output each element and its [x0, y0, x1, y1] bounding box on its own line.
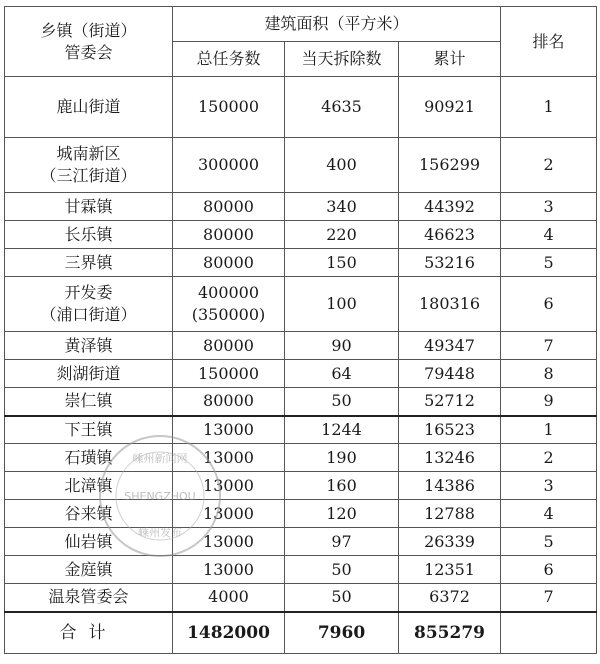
table-row — [5, 138, 597, 193]
cell-town: 下王镇 — [5, 416, 173, 444]
cell-cumulative: 14386 — [399, 472, 501, 500]
table-row — [5, 472, 597, 500]
cell-total-task: 150000 — [173, 77, 285, 138]
cell-today: 400 — [285, 138, 399, 193]
cell-cumulative: 53216 — [399, 249, 501, 277]
cell-rank: 9 — [501, 388, 597, 416]
total-label: 合计 — [5, 612, 173, 654]
cell-rank: 7 — [501, 584, 597, 612]
table-row — [5, 556, 597, 584]
cell-cumulative: 52712 — [399, 388, 501, 416]
cell-town: 城南新区 （三江街道） — [5, 138, 173, 193]
total-today: 7960 — [285, 612, 399, 654]
header-town: 乡镇（街道） 管委会 — [5, 7, 173, 77]
cell-cumulative: 13246 — [399, 444, 501, 472]
cell-town: 北漳镇 — [5, 472, 173, 500]
cell-total-task: 80000 — [173, 332, 285, 360]
seal-text-top: 嵊州新闻网 — [132, 452, 188, 465]
cell-rank: 3 — [501, 472, 597, 500]
cell-today: 160 — [285, 472, 399, 500]
cell-total-task: 13000 — [173, 500, 285, 528]
cell-rank: 7 — [501, 332, 597, 360]
cell-rank: 4 — [501, 500, 597, 528]
cell-total-task: 80000 — [173, 221, 285, 249]
cell-cumulative: 49347 — [399, 332, 501, 360]
cell-today: 97 — [285, 528, 399, 556]
total-cumulative: 855279 — [399, 612, 501, 654]
cell-cumulative: 6372 — [399, 584, 501, 612]
cell-today: 4635 — [285, 77, 399, 138]
table-row — [5, 332, 597, 360]
cell-today: 50 — [285, 556, 399, 584]
total-task: 1482000 — [173, 612, 285, 654]
cell-rank: 2 — [501, 444, 597, 472]
demolition-progress-table — [4, 6, 597, 654]
cell-total-task: 13000 — [173, 416, 285, 444]
cell-total-task: 80000 — [173, 193, 285, 221]
cell-rank: 4 — [501, 221, 597, 249]
cell-today: 150 — [285, 249, 399, 277]
table-row — [5, 388, 597, 416]
header-cumulative: 累计 — [399, 42, 501, 77]
cell-today: 90 — [285, 332, 399, 360]
cell-total-task: 300000 — [173, 138, 285, 193]
header-total-task: 总任务数 — [173, 42, 285, 77]
cell-total-task: 80000 — [173, 388, 285, 416]
cell-town: 鹿山街道 — [5, 77, 173, 138]
table-row — [5, 193, 597, 221]
table-row — [5, 277, 597, 332]
cell-town: 石璜镇 — [5, 444, 173, 472]
cell-total-task: 13000 — [173, 444, 285, 472]
total-rank — [501, 612, 597, 654]
header-today: 当天拆除数 — [285, 42, 399, 77]
cell-cumulative: 79448 — [399, 360, 501, 388]
cell-town: 崇仁镇 — [5, 388, 173, 416]
seal-text-bottom: 嵊州发布 — [138, 526, 182, 539]
cell-town: 温泉管委会 — [5, 584, 173, 612]
cell-town: 三界镇 — [5, 249, 173, 277]
cell-town: 黄泽镇 — [5, 332, 173, 360]
cell-rank: 1 — [501, 77, 597, 138]
cell-rank: 5 — [501, 249, 597, 277]
cell-cumulative: 156299 — [399, 138, 501, 193]
cell-rank: 1 — [501, 416, 597, 444]
cell-today: 100 — [285, 277, 399, 332]
cell-rank: 3 — [501, 193, 597, 221]
cell-rank: 6 — [501, 277, 597, 332]
cell-today: 50 — [285, 388, 399, 416]
total-row — [5, 612, 597, 654]
cell-cumulative: 16523 — [399, 416, 501, 444]
cell-total-task: 13000 — [173, 556, 285, 584]
cell-cumulative: 12351 — [399, 556, 501, 584]
header-rank: 排名 — [501, 7, 597, 77]
cell-town: 谷来镇 — [5, 500, 173, 528]
cell-today: 50 — [285, 584, 399, 612]
cell-cumulative: 26339 — [399, 528, 501, 556]
table-row — [5, 360, 597, 388]
cell-today: 190 — [285, 444, 399, 472]
cell-cumulative: 90921 — [399, 77, 501, 138]
table-row — [5, 528, 597, 556]
cell-cumulative: 12788 — [399, 500, 501, 528]
header-row-1 — [5, 7, 597, 42]
cell-rank: 2 — [501, 138, 597, 193]
cell-town: 甘霖镇 — [5, 193, 173, 221]
cell-today: 1244 — [285, 416, 399, 444]
cell-rank: 8 — [501, 360, 597, 388]
table-row — [5, 221, 597, 249]
cell-town: 仙岩镇 — [5, 528, 173, 556]
table-row — [5, 584, 597, 612]
cell-town: 开发委 （浦口街道） — [5, 277, 173, 332]
cell-total-task: 80000 — [173, 249, 285, 277]
seal-text-mid: SHENGZHOU — [124, 490, 196, 503]
header-group-area: 建筑面积（平方米） — [173, 7, 501, 42]
cell-total-task: 13000 — [173, 528, 285, 556]
cell-today: 64 — [285, 360, 399, 388]
table-row — [5, 77, 597, 138]
cell-today: 120 — [285, 500, 399, 528]
table-row — [5, 500, 597, 528]
cell-today: 340 — [285, 193, 399, 221]
cell-town: 长乐镇 — [5, 221, 173, 249]
cell-cumulative: 180316 — [399, 277, 501, 332]
cell-total-task: 400000 (350000) — [173, 277, 285, 332]
cell-cumulative: 46623 — [399, 221, 501, 249]
table-row — [5, 416, 597, 444]
cell-rank: 5 — [501, 528, 597, 556]
table-row — [5, 249, 597, 277]
cell-total-task: 13000 — [173, 472, 285, 500]
cell-total-task: 150000 — [173, 360, 285, 388]
cell-cumulative: 44392 — [399, 193, 501, 221]
cell-town: 剡湖街道 — [5, 360, 173, 388]
cell-town: 金庭镇 — [5, 556, 173, 584]
cell-rank: 6 — [501, 556, 597, 584]
cell-total-task: 4000 — [173, 584, 285, 612]
cell-today: 220 — [285, 221, 399, 249]
table-row — [5, 444, 597, 472]
